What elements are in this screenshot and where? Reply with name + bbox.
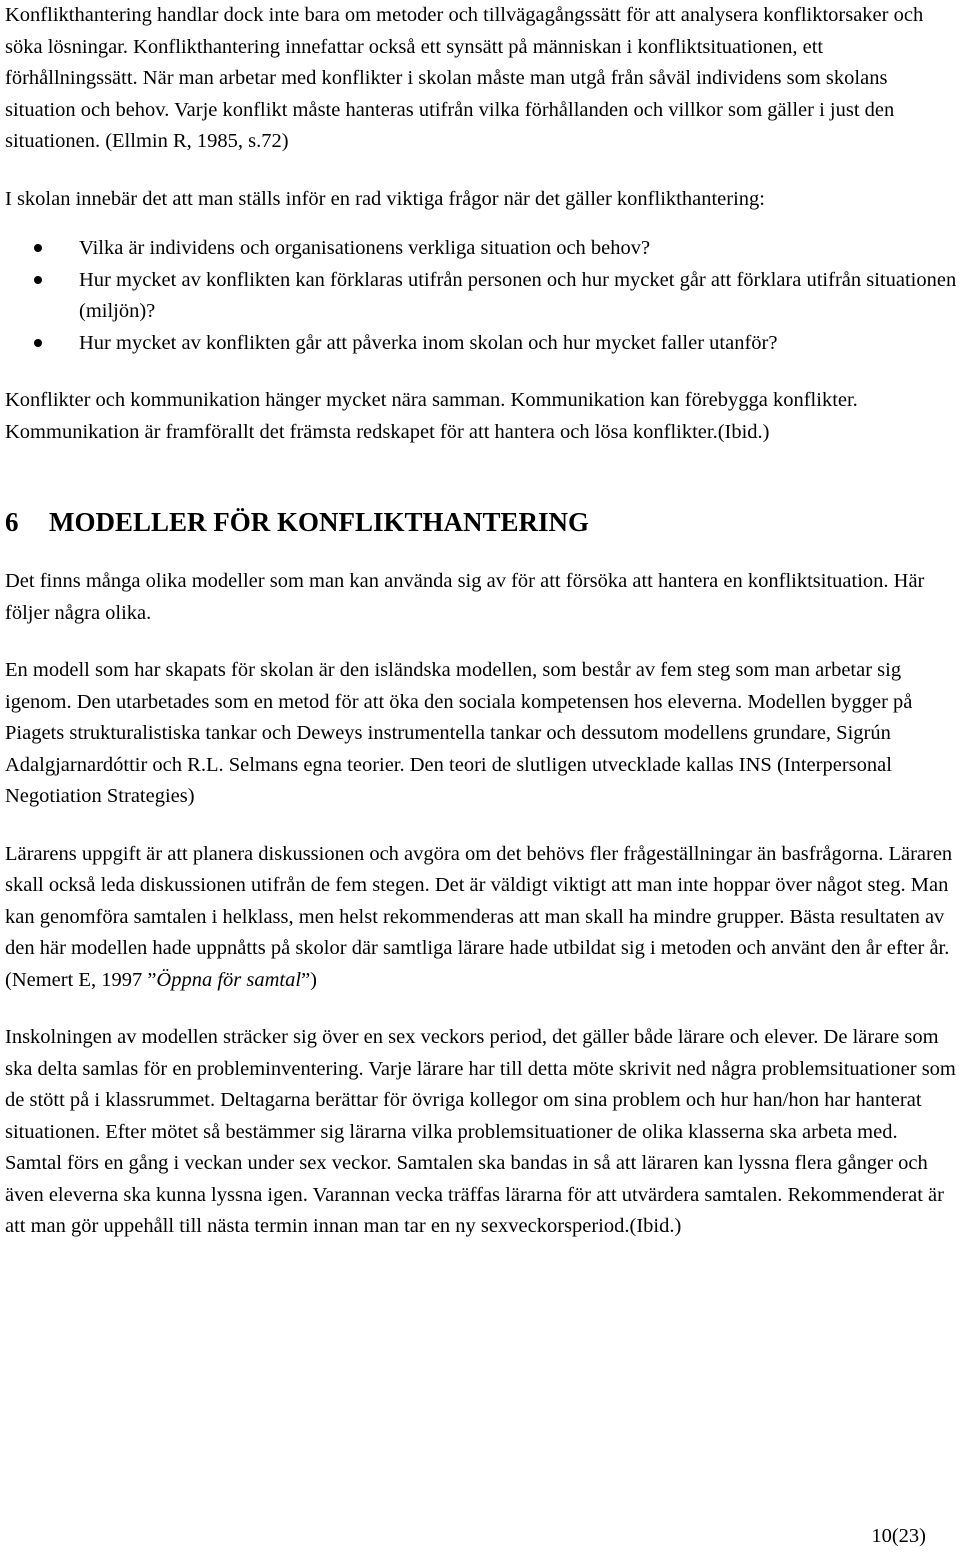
list-item — [5, 328, 957, 360]
paragraph-introduction-period: Inskolningen av modellen sträcker sig över en sex veckors period, det gäller både lärare och elever. De lärare som ska delta samlas för en probleminventering. Varje lärare har till detta möte skrivit ned några problemsituationer som de stött på i klassrummet. Deltagarna berättar för övriga kollegor om sina problem och hur han/hon har hanterat situationen. Efter mötet så bestämmer sig lärarna vilka problemsituationer de olika klasserna ska arbeta med. Samtal förs en gång i veckan under sex veckor. Samtalen ska bandas in så att läraren kan lyssna flera gånger och även eleverna ska kunna lyssna igen. Varannan vecka träffas lärarna för att utvärdera samtalen. Rekommenderat är att man gör uppehåll till nästa termin innan man tar en ny sexveckorsperiod.(Ibid.) — [5, 1026, 956, 1237]
list-item-text: Hur mycket av konflikten går att påverka inom skolan och hur mycket faller utanför? — [79, 331, 778, 354]
section-heading — [5, 504, 957, 540]
paragraph-communication: Konflikter och kommunikation hänger mycket nära samman. Kommunikation kan förebygga konflikter. Kommunikation är framförallt det främsta redskapet för att hantera och lösa konflikter.(Ibid.) — [5, 389, 858, 443]
paragraph-models-intro: Det finns många olika modeller som man kan använda sig av för att försöka att hantera en konfliktsituation. Här följer några olika. — [5, 570, 925, 624]
section-title: MODELLER FÖR KONFLIKTHANTERING — [49, 507, 590, 537]
bullet-icon — [34, 244, 42, 252]
book-title: Öppna för samtal — [156, 968, 302, 991]
list-item — [5, 265, 957, 328]
bullet-icon — [34, 339, 42, 347]
list-item-text: Vilka är individens och organisationens verkliga situation och behov? — [79, 237, 651, 259]
paragraph-intro: Konflikthantering handlar dock inte bara om metoder och tillvägagångssätt för att analysera konfliktorsaker och söka lösningar. Konflikthantering innefattar också ett synsätt på människan i konfliktsituationen, ett förhållningssätt. När man arbetar med konflikter i skolan måste man utgå från såväl individens som skolans situation och behov. Varje konflikt måste hanteras utifrån vilka förhållanden och villkor som gäller i just den situationen. (Ellmin R, 1985, s.72) — [5, 4, 924, 152]
bullet-icon — [34, 276, 42, 284]
teacher-task-text: Lärarens uppgift är att planera diskussionen och avgöra om det behövs fler frågeställningar än basfrågorna. Läraren skall också leda diskussionen utifrån de fem stegen. Det är väldigt viktigt att man inte hoppar över något steg. Man kan genomföra samtalen i helklass, men helst rekommenderas att man skall ha mindre grupper. Bästa resultaten av den här modellen hade uppnåtts på skolor där samtliga lärare hade utbildat sig i metoden och använt den år efter år. (Nemert E, 1997 ” — [5, 842, 953, 991]
paragraph-questions-intro: I skolan innebär det att man ställs inför en rad viktiga frågor när det gäller konflikthantering: — [5, 187, 765, 210]
page-number: 10(23) — [871, 1525, 926, 1547]
question-list — [5, 233, 957, 359]
paragraph-icelandic-model: En modell som har skapats för skolan är den isländska modellen, som består av fem steg som man arbetar sig igenom. Den utarbetades som en metod för att öka den sociala kompetensen hos eleverna. Modellen bygger på Piagets strukturalistiska tankar och Deweys instrumentella tankar och dessutom modellens grundare, Sigrún Adalgjarnardóttir och R.L. Selmans egna teorier. Den teori de slutligen utvecklade kallas INS (Interpersonal Negotiation Strategies) — [5, 659, 913, 807]
paragraph-teacher-task — [5, 839, 957, 997]
document-page — [5, 0, 957, 1243]
section-number: 6 — [5, 507, 19, 537]
list-item — [5, 233, 957, 265]
list-item-text: Hur mycket av konflikten kan förklaras utifrån personen och hur mycket går att förklara utifrån situationen (miljön)? — [79, 268, 957, 322]
citation-end: ”) — [301, 968, 318, 991]
